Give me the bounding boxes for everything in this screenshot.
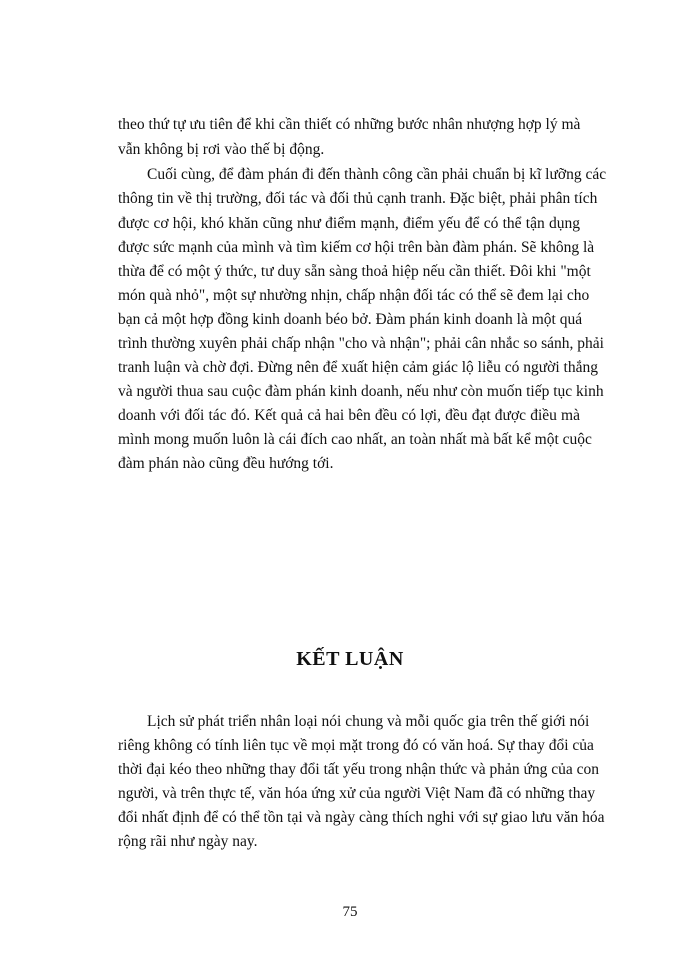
text-line: Cuối cùng, để đàm phán đi đến thành công cần phải chuẩn bị kĩ lưỡng các	[147, 166, 607, 183]
text-line: vẫn không bị rơi vào thế bị động.	[118, 141, 325, 158]
section-heading: KẾT LUẬN	[296, 648, 404, 670]
text-line: đàm phán nào cũng đều hướng tới.	[118, 455, 334, 472]
text-line: rộng rãi như ngày nay.	[118, 833, 258, 850]
text-line: trình thường xuyên phải chấp nhận "cho và nhận"; phải cân nhắc so sánh, phải	[118, 335, 604, 352]
text-line: món quà nhỏ", một sự nhường nhịn, chấp nhận đối tác có thể sẽ đem lại cho	[118, 287, 590, 304]
text-line: thừa để có một ý thức, tư duy sẵn sàng thoả hiệp nếu cần thiết. Đôi khi "một	[118, 263, 591, 280]
text-line: đổi nhất định để có thể tồn tại và ngày càng thích nghi với sự giao lưu văn hóa	[118, 809, 605, 826]
text-line: bạn cả một hợp đồng kinh doanh béo bở. Đàm phán kinh doanh là một quá	[118, 311, 583, 328]
text-line: riêng không có tính liên tục về mọi mặt trong đó có văn hoá. Sự thay đổi của	[118, 737, 594, 754]
text-line: tranh luận và chờ đợi. Đừng nên để xuất hiện cảm giác lộ liễu có người thắng	[118, 359, 598, 376]
text-line: doanh với đối tác đó. Kết quả cả hai bên đều có lợi, đều đạt được điều mà	[118, 407, 580, 424]
text-line: thời đại kéo theo những thay đổi tất yếu trong nhận thức và phản ứng của con	[118, 761, 600, 778]
text-line: Lịch sử phát triển nhân loại nói chung và mỗi quốc gia trên thế giới nói	[147, 713, 590, 730]
text-line: được cơ hội, khó khăn cũng như điểm mạnh, điểm yếu để có thể tận dụng	[118, 215, 580, 232]
page-number: 75	[342, 904, 358, 920]
text-line: thông tin về thị trường, đối tác và đối thủ cạnh tranh. Đặc biệt, phải phân tích	[118, 190, 598, 207]
text-line: theo thứ tự ưu tiên để khi cần thiết có những bước nhân nhượng hợp lý mà	[118, 116, 581, 133]
text-line: người, và trên thực tế, văn hóa ứng xử của người Việt Nam đã có những thay	[118, 785, 596, 802]
text-line: được sức mạnh của mình và tìm kiếm cơ hội trên bàn đàm phán. Sẽ không là	[118, 239, 595, 256]
text-line: và người thua sau cuộc đàm phán kinh doanh, nếu như còn muốn tiếp tục kinh	[118, 383, 604, 400]
text-line: mình mong muốn luôn là cái đích cao nhất, an toàn nhất mà bất kể một cuộc	[118, 431, 592, 448]
